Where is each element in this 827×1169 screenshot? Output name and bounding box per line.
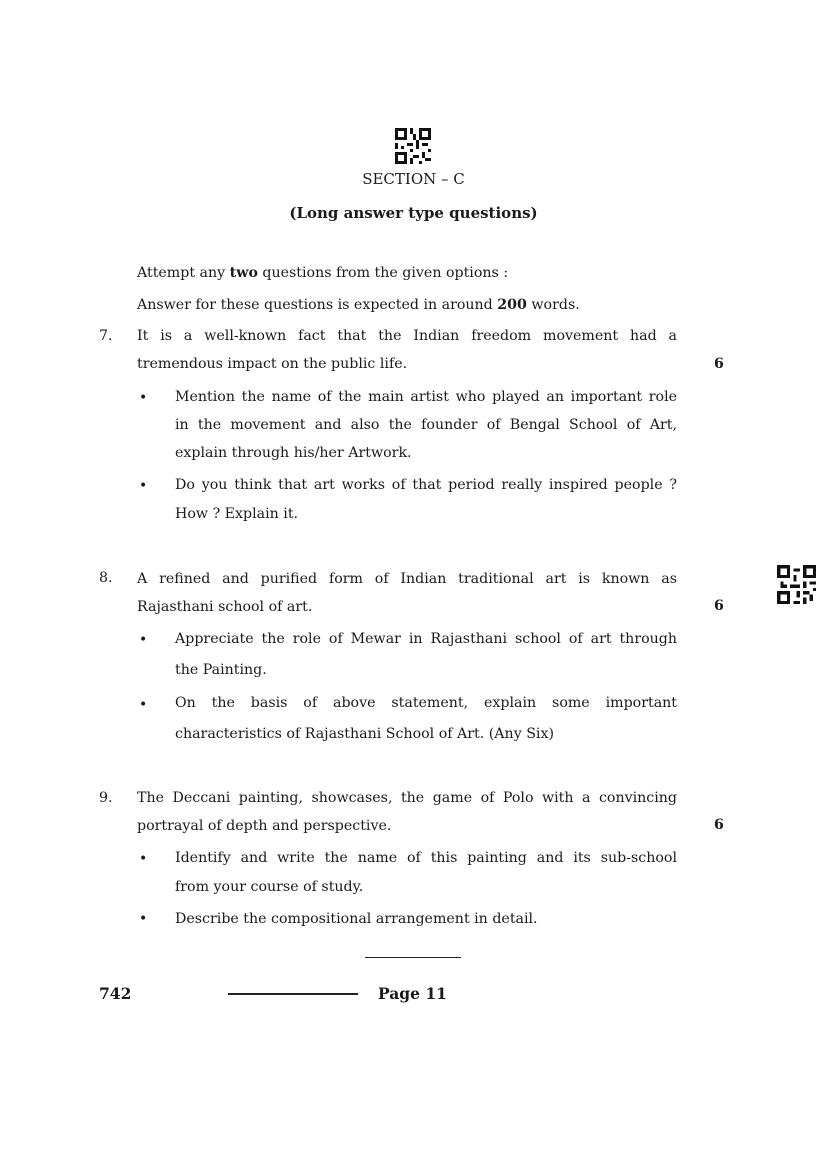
page-number: Page 11 [378,984,447,1003]
paper-code: 742 [99,984,132,1003]
question-marks: 6 [714,817,724,833]
bullet-icon: • [139,390,148,406]
bullet-line: Do you think that art works of that period really inspired people ? [175,477,677,493]
bullet-line: Describe the compositional arrangement in detail. [175,911,538,927]
instruction-text: Attempt any [137,265,230,281]
bullet-icon: • [139,478,148,494]
bullet-line: Identify and write the name of this painting and its sub-school [175,850,677,866]
question-stem-line: A refined and purified form of Indian traditional art is known as [137,571,677,587]
bullet-line: the Painting. [175,662,267,678]
question-number: 9. [99,790,113,806]
question-stem-line: tremendous impact on the public life. [137,356,408,372]
question-marks: 6 [714,598,724,614]
bullet-line: in the movement and also the founder of Bengal School of Art, [175,417,677,433]
instruction-line-2 [137,291,580,319]
section-title: SECTION – C [362,170,465,188]
bullet-icon: • [139,851,148,867]
bullet-icon: • [139,632,148,648]
question-stem-line: The Deccani painting, showcases, the game of Polo with a convincing [137,790,677,806]
instruction-emphasis: 200 [497,297,527,313]
footer-rule [228,993,358,995]
question-stem-line: portrayal of depth and perspective. [137,818,392,834]
instruction-line-1 [137,259,508,287]
question-marks: 6 [714,356,724,372]
qr-code-top [395,128,431,164]
question-stem-line: It is a well-known fact that the Indian freedom movement had a [137,328,677,344]
bullet-line: Mention the name of the main artist who played an important role [175,389,677,405]
bullet-icon: • [139,697,148,713]
bullet-icon: • [139,911,148,927]
instruction-text: Answer for these questions is expected in around [137,297,498,313]
section-subtitle: (Long answer type questions) [289,204,538,222]
question-number: 8. [99,570,113,586]
bullet-line: from your course of study. [175,879,364,895]
question-number: 7. [99,328,113,344]
bullet-line: characteristics of Rajasthani School of Art. (Any Six) [175,726,555,742]
instruction-text: questions from the given options : [257,265,509,281]
qr-code-side [777,565,816,604]
bullet-line: explain through his/her Artwork. [175,445,412,461]
bullet-line: On the basis of above statement, explain some important [175,695,677,711]
end-of-section-rule [365,957,461,958]
instruction-emphasis: two [229,265,258,281]
instruction-text: words. [526,297,580,313]
bullet-line: Appreciate the role of Mewar in Rajasthani school of art through [175,631,677,647]
question-stem-line: Rajasthani school of art. [137,599,313,615]
bullet-line: How ? Explain it. [175,506,299,522]
